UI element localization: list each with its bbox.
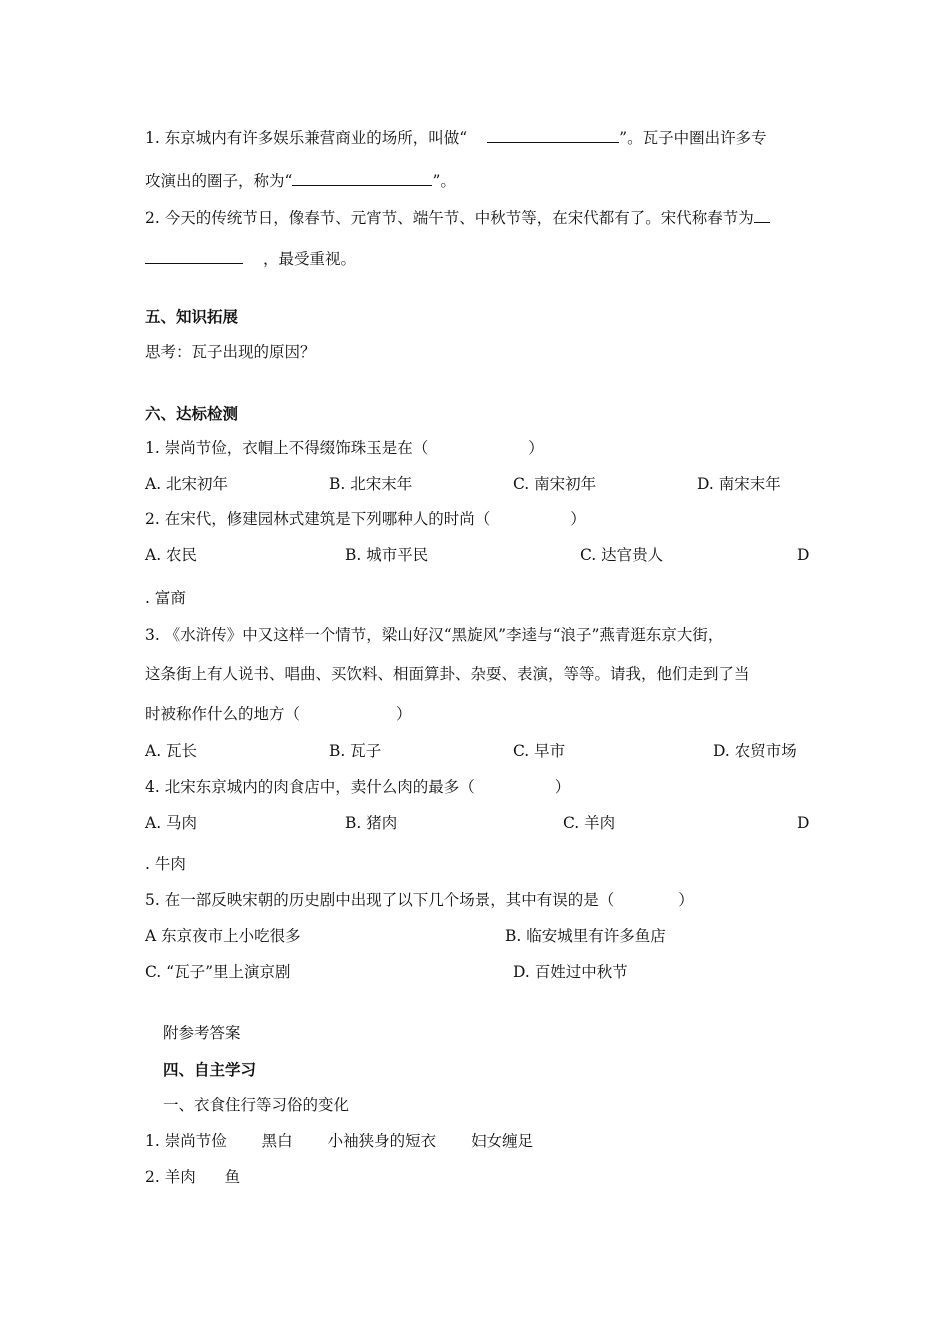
s6-q5-close: ） [678, 891, 694, 909]
s6-q1-option-a[interactable]: A. 北宋初年 [145, 475, 229, 493]
s6-q3-line3-text: 时被称作什么的地方（ [145, 705, 301, 723]
s6-q4-option-d[interactable]: D [797, 814, 810, 832]
q1-line2-pre: 攻演出的圈子，称为“ [145, 172, 293, 190]
s6-q2-option-d-wrap: . 富商 [145, 589, 186, 607]
s6-q2-text: 2. 在宋代，修建园林式建筑是下列哪种人的时尚（ [145, 510, 491, 528]
q2-line1-text: 2. 今天的传统节日，像春节、元宵节、端午节、中秋节等，在宋代都有了。宋代称春节为 [145, 209, 754, 227]
answer-2-part-1: 2. 羊肉 [145, 1168, 196, 1186]
s6-q1-option-b[interactable]: B. 北宋末年 [329, 475, 413, 493]
s6-q3-line1: 3. 《水浒传》中又这样一个情节，梁山好汉“黑旋风”李逵与“浪子”燕青逛东京大街， [145, 626, 724, 644]
blank-field-3a[interactable] [754, 208, 770, 223]
blank-field-2[interactable] [292, 171, 432, 186]
s6-q3-option-c[interactable]: C. 早市 [513, 742, 566, 760]
q1-line1-post: ”。瓦子中圈出许多专 [619, 129, 767, 147]
answers-title: 附参考答案 [163, 1024, 241, 1042]
answers-line-2 [145, 1170, 240, 1186]
s6-q5-option-d[interactable]: D. 百姓过中秋节 [513, 963, 628, 981]
q2-line1 [145, 208, 770, 227]
q2-line2-post: ，最受重视。 [263, 250, 357, 268]
section5-think: 思考：瓦子出现的原因？ [145, 343, 316, 361]
s6-q3-line3 [145, 707, 412, 723]
s6-q4-option-d-wrap: . 牛肉 [145, 855, 186, 873]
blank-field-3b[interactable] [145, 249, 243, 264]
answer-1-part-1: 1. 崇尚节俭 [145, 1132, 227, 1150]
s6-q2-close: ） [570, 510, 586, 528]
s6-q5-option-b[interactable]: B. 临安城里有许多鱼店 [505, 927, 666, 945]
s6-q2-option-c[interactable]: C. 达官贵人 [580, 546, 664, 564]
s6-q3-option-b[interactable]: B. 瓦子 [329, 742, 382, 760]
s6-q5-text: 5. 在一部反映宋朝的历史剧中出现了以下几个场景，其中有误的是（ [145, 891, 615, 909]
section6-heading: 六、达标检测 [145, 404, 239, 423]
s6-q5-option-c[interactable]: C. “瓦子”里上演京剧 [145, 963, 291, 981]
s6-q1-close: ） [528, 439, 544, 457]
s6-q1 [145, 441, 544, 457]
q1-line1-pre: 1. 东京城内有许多娱乐兼营商业的场所，叫做“ [145, 129, 468, 147]
s6-q5-option-a[interactable]: A 东京夜市上小吃很多 [145, 927, 301, 945]
s6-q4-option-a[interactable]: A. 马肉 [145, 814, 198, 832]
s6-q3-line2: 这条街上有人说书、唱曲、买饮料、相面算卦、杂耍、表演，等等。请我，他们走到了当 [145, 665, 750, 683]
answer-2-part-2: 鱼 [224, 1168, 241, 1186]
s6-q4-text: 4. 北宋东京城内的肉食店中，卖什么肉的最多（ [145, 778, 475, 796]
s6-q2 [145, 512, 586, 528]
s6-q4 [145, 780, 570, 796]
answer-1-part-4: 妇女缠足 [471, 1132, 534, 1150]
q1-line1 [145, 128, 767, 147]
answers-line-1 [145, 1134, 533, 1150]
answer-1-part-2: 黑白 [261, 1132, 293, 1150]
s6-q1-option-d[interactable]: D. 南宋末年 [697, 475, 781, 493]
q1-line2-post: ”。 [432, 172, 456, 190]
answer-1-part-3: 小袖狭身的短衣 [327, 1132, 437, 1150]
s6-q3-option-a[interactable]: A. 瓦长 [145, 742, 198, 760]
s6-q2-option-b[interactable]: B. 城市平民 [345, 546, 429, 564]
s6-q4-close: ） [554, 778, 571, 796]
s6-q1-text: 1. 崇尚节俭，衣帽上不得缀饰珠玉是在（ [145, 439, 429, 457]
s6-q1-option-c[interactable]: C. 南宋初年 [513, 475, 597, 493]
s6-q3-close: ） [396, 705, 412, 723]
answers-heading: 四、自主学习 [163, 1060, 257, 1079]
s6-q2-option-a[interactable]: A. 农民 [145, 546, 198, 564]
s6-q5 [145, 893, 694, 909]
answers-subheading: 一、衣食住行等习俗的变化 [163, 1096, 350, 1114]
s6-q2-option-d[interactable]: D [797, 546, 810, 564]
q2-line2 [145, 249, 356, 268]
blank-field-1[interactable] [487, 128, 619, 143]
s6-q3-option-d[interactable]: D. 农贸市场 [713, 742, 797, 760]
q1-line2 [145, 171, 456, 190]
section5-heading: 五、知识拓展 [145, 307, 239, 326]
s6-q4-option-c[interactable]: C. 羊肉 [563, 814, 616, 832]
s6-q4-option-b[interactable]: B. 猪肉 [345, 814, 398, 832]
